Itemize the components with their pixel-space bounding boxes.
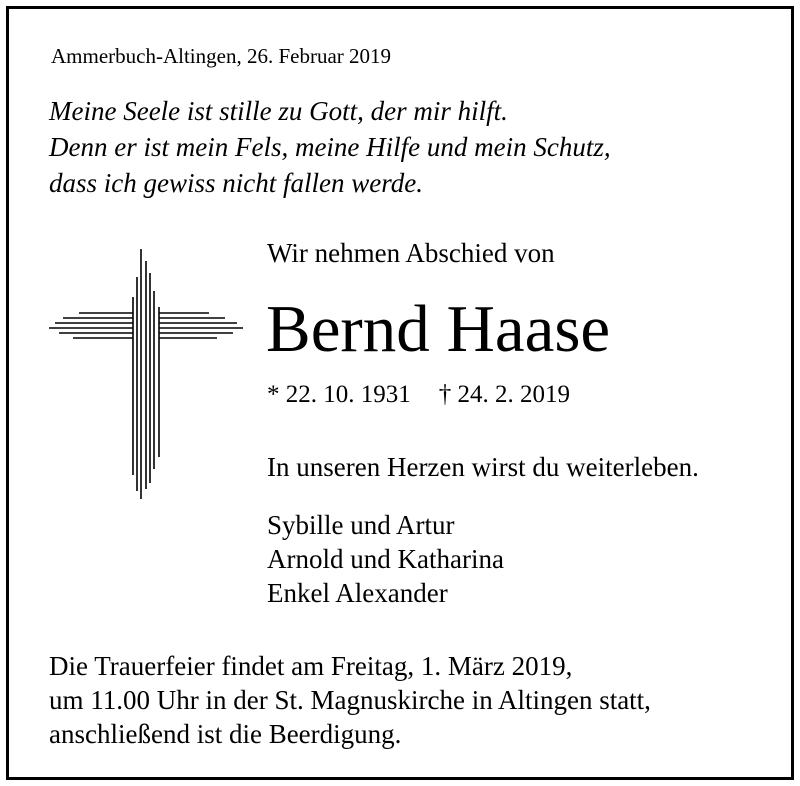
death-date: † 24. 2. 2019 (438, 381, 570, 408)
obituary-notice (6, 6, 794, 780)
verse-line: dass ich gewiss nicht fallen werde. (49, 168, 423, 198)
verse-line: Meine Seele ist stille zu Gott, der mir hilft. (49, 96, 508, 126)
bible-verse (49, 93, 611, 201)
service-line: Die Trauerfeier findet am Freitag, 1. März 2019, (49, 651, 573, 681)
birth-date: * 22. 10. 1931 (267, 381, 411, 408)
mourner-entry: Sybille und Artur (267, 510, 455, 540)
service-line: um 11.00 Uhr in der St. Magnuskirche in Altingen statt, (49, 685, 651, 715)
mourner-entry: Enkel Alexander (267, 578, 448, 608)
funeral-service-info (49, 649, 651, 751)
life-dates (267, 380, 570, 410)
farewell-heading: Wir nehmen Abschied von (267, 238, 555, 268)
deceased-name: Bernd Haase (266, 292, 611, 366)
verse-line: Denn er ist mein Fels, meine Hilfe und mein Schutz, (49, 132, 611, 162)
cross-icon (49, 247, 245, 501)
service-line: anschließend ist die Beerdigung. (49, 719, 402, 749)
place-and-date: Ammerbuch-Altingen, 26. Februar 2019 (51, 44, 392, 68)
mourner-entry: Arnold und Katharina (267, 544, 504, 574)
memorial-line: In unseren Herzen wirst du weiterleben. (267, 452, 699, 482)
mourners-list (267, 508, 504, 610)
